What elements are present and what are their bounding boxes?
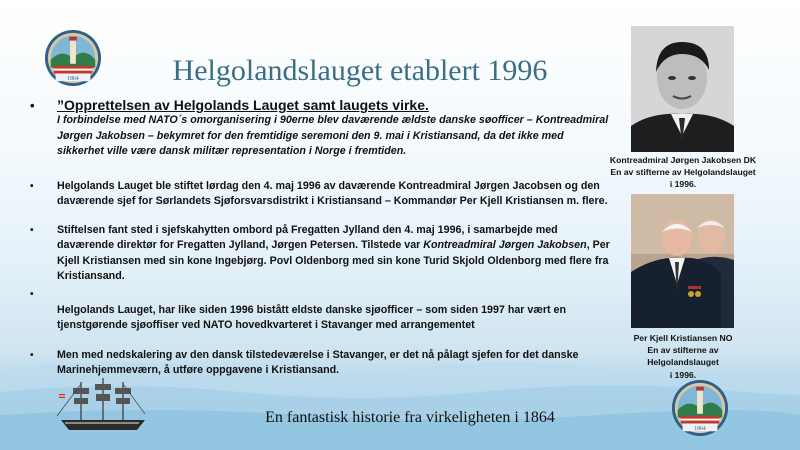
bullet-text: Helgolands Lauget ble stiftet lørdag den 4. maj 1996 av daværende Kontreadmiral Jørgen Jacobsen og den daværende sjef for Sørlandets Sjøforsvarsdistrikt i Kristiansand – Kommandør Per Kjell Kristiansen m. flere. bbox=[57, 179, 608, 207]
bullet-text: Helgolands Lauget, har like siden 1996 bistått eldste danske sjøofficer – som siden 1997 har vært en tjenstgørende sjøoffiser ved NATO hovedkvarteret i Stavanger med arrangementet bbox=[57, 303, 567, 331]
bullet-icon: • bbox=[30, 288, 34, 300]
bullet-item bbox=[30, 348, 610, 379]
caption-line: i 1996. bbox=[669, 369, 697, 380]
bullet-item bbox=[30, 179, 610, 210]
helgoland-emblem-icon bbox=[44, 29, 102, 87]
bullet-list bbox=[30, 97, 610, 379]
bullet-text: Stiftelsen fant sted i sjefskahytten ombord på Fregatten Jylland den 4. maj 1996, i samarbejde med daværende direktør for Fregatten Jylland, Jørgen Petersen. Tilstede var bbox=[57, 223, 558, 251]
slide-footer: En fantastisk historie fra virkeligheten i 1864 bbox=[265, 409, 555, 426]
bullet-icon: • bbox=[30, 224, 34, 236]
bullet-text-italic: Kontreadmiral Jørgen Jakobsen bbox=[423, 239, 587, 251]
bullet-icon: • bbox=[30, 349, 34, 361]
bullet-icon: • bbox=[30, 180, 34, 192]
bullet-item bbox=[30, 97, 610, 160]
caption-line: En av stifterne av bbox=[647, 345, 719, 356]
emblem-year-text: 1864 bbox=[67, 75, 79, 82]
emblem-year-text: 1864 bbox=[694, 425, 706, 432]
bullet-text: Men med nedskalering av den dansk tilstedeværelse i Stavanger, er det nå pålagt sjefen for det danske Marinehjemmeværn, å utføre oppgavene i Kristiansand. bbox=[57, 348, 579, 376]
bullet-text: , Per Kjell Kristiansen med sin kone Ingebjørg. Povl Oldenborg med sin kone Turid Skjold Oldenborg med flere fra Kristiansand. bbox=[57, 239, 610, 282]
sailing-ship-icon bbox=[55, 376, 151, 434]
bullet-icon: • bbox=[30, 98, 35, 113]
caption-line: i 1996. bbox=[669, 179, 697, 190]
bullet-item bbox=[30, 303, 610, 334]
caption-line: En av stifterne av Helgolandslauget bbox=[610, 167, 756, 178]
caption-line: Per Kjell Kristiansen NO bbox=[633, 333, 733, 343]
portrait-photo-jakobsen bbox=[631, 26, 734, 152]
photo-caption-jakobsen bbox=[590, 154, 776, 191]
helgoland-emblem-icon bbox=[671, 379, 729, 437]
bullet-text: I forbindelse med NATO´s omorganisering i 90erne blev daværende ældste danske søofficer – Kontreadmiral Jørgen Jakobsen – bekymret for den fremtidige seremoni den 9. mai i Kristiansand, da det ikke med sikkerhet ville være dansk militær representation i Norge i fremtiden. bbox=[57, 114, 609, 157]
bullet-item-empty bbox=[30, 287, 610, 303]
caption-line: Helgolandslauget bbox=[647, 357, 719, 368]
bullet-item bbox=[30, 223, 610, 285]
slide-title: Helgolandslauget etablert 1996 bbox=[172, 54, 548, 87]
caption-line: Kontreadmiral Jørgen Jakobsen DK bbox=[609, 155, 757, 165]
photo-kristiansen bbox=[631, 194, 734, 328]
photo-caption-kristiansen bbox=[590, 332, 776, 381]
bullet-heading: ”Opprettelsen av Helgolands Lauget samt laugets virke. bbox=[57, 97, 429, 113]
